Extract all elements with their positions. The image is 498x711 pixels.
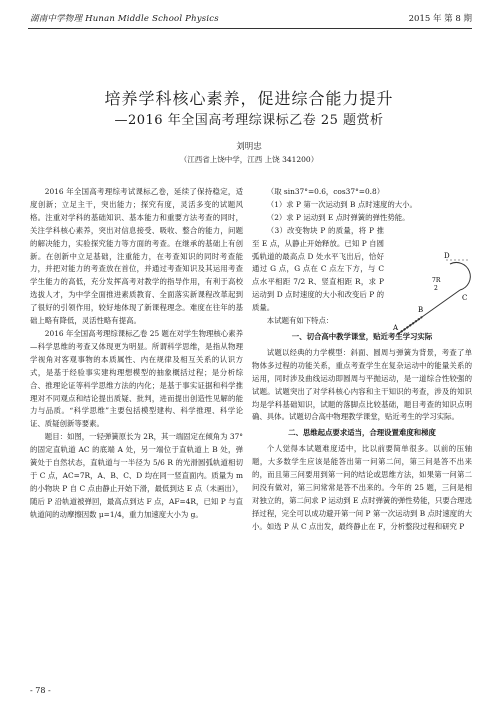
label-B: B [418, 306, 424, 314]
section-heading-1: 一、切合高中教学课堂，贴近考生学习实际 [291, 331, 433, 341]
label-D: D [444, 252, 450, 260]
right-column [252, 186, 472, 534]
label-A: A [393, 324, 399, 332]
section-2-text: 个人觉得本试题难度适中，比以前要简单很多。以前的压轴题，大多数学生应该是能答出第一问第二问，第三问是答不出来的，而且第三问要用到第一问的结论或思维方法，如果第一问第二问没有做对，第三问常常是答不出来的。今年的 25 题，三问是相对独立的，第二问求 P 运动到 E 点时弹簧的弹性势能，只要合理选择过程，完全可以成功避开第一问 P 第一次运动到 B 点时速度的大小。如选 P 从 C 点出发，最终静止在 F，分析整段过程和研究 P [252, 444, 472, 531]
label-2: 2 [434, 285, 438, 292]
paragraph: 本试题有如下特点： [266, 316, 334, 326]
section-heading-2: 二、思维起点要求适当，合理设置难度和梯度 [288, 428, 436, 438]
page-header [0, 0, 498, 32]
article-title: 培养学科核心素养，促进综合能力提升 [104, 89, 394, 108]
problem-statement: 题目：如图，一轻弹簧原长为 2R，其一端固定在倾角为 37° 的固定直轨道 AC 的底端 A 处，另一端位于直轨道上 B 处，弹簧处于自然状态，直轨道与一半径为 5/6 R 的光滑圆弧轨道相切于 C 点，AC=7R，A、B、C、D 均在同一竖直面内。质量为 m 的小物块 P 自 C 点由静止开始下滑，最低到达 E 点（未画出），随后 P 沿轨道被弹回，最高点到达 F 点，AF=4R，已知 P 与直轨道间的动摩擦因数 μ=1/4，重力加速度大小为 g。 [30, 432, 243, 519]
issue-label: 2015 年 第 8 期 [408, 14, 472, 24]
section-1-text: 试题以经典的力学模型：斜面、圆周与弹簧为背景，考查了单物体多过程的功能关系，重点考查学生在复杂运动中的能量关系的运用，同时涉及曲线运动即圆周与平抛运动，是一道综合性较强的试题。试题突出了对学科核心内容和主干知识的考查，涉及的知识均是学科基础知识，试题的落脚点比较基础，题目考查的知识点明确、具体。试题切合高中物理教学课堂，贴近考生的学习实际。 [252, 347, 472, 422]
spring [398, 317, 422, 334]
paragraph: 2016 年全国高考理综课标乙卷 25 题在对学生物理核心素养—科学思维的考查又体现更为明显。所谓科学思维，是指从物理学视角对客观事物的本质属性、内在规律及相互关系的认识方式，是基于经验事实建构理想模型的抽象概括过程；是分析综合、推理论证等科学思维方法的内化；是基于事实证据和科学推理对不同观点和结论提出质疑、批判，进而提出创造性见解的能力与品质。“科学思维”主要包括模型建构、科学推理、科学论证、质疑创新等要素。 [30, 328, 243, 429]
paragraph: （取 sin37°=0.6，cos37°=0.8） [266, 187, 385, 196]
arc-track [450, 262, 470, 290]
journal-name: 湖南中学物理 Hunan Middle School Physics [30, 14, 219, 24]
author-name: 刘明忠 [236, 142, 262, 152]
label-7R: 7R [432, 277, 441, 284]
question-2: （2）求 P 运动到 E 点时弹簧的弹性势能。 [266, 212, 410, 222]
page-number: - 78 - [30, 686, 51, 695]
article-subtitle: —2016 年全国高考理综课标乙卷 25 题赏析 [114, 113, 384, 128]
question-3: （3）改变物块 P 的质量，将 P 推至 E 点，从静止开始释放。已知 P 自圆弧轨道的最高点 D 处水平飞出后，恰好通过 G 点，G 点在 C 点左下方，与 C 点水平相距 7/2 R、竖直相距 R，求 P 运动到 D 点时速度的大小和改变后 P 的质量。 [252, 225, 384, 313]
question-1: （1）求 P 第一次运动到 B 点时速度的大小。 [266, 199, 417, 209]
header-rule [28, 28, 472, 29]
left-column [30, 186, 243, 522]
label-C: C [462, 294, 468, 302]
paragraph: 2016 年全国高考理综考试课标乙卷，延续了保持稳定，适度创新；立足主干，突出能力；探究有度，灵活多变的试题风格。注重对学科的基础知识、基本能力和重要方法考查的同时，关注学科核心素养，突出对信息接受、吸收、整合的能力，问题的解决能力，实验探究能力等方面的考查。在继承的基础上有创新。在创新中立足基础，注重能力，在考查知识的同时考查能力，并把对能力的考查放在首位，并通过考查知识及其运用考查学生能力的高低，充分发挥高考对教学的指导作用，有利于高校选拔人才，为中学全面推进素质教育、全面落实新课程改革起到了很好的引领作用，较好地体现了新课程理念。难度在往年的基础上略有降低，灵活性略有提高。 [30, 187, 243, 326]
author-affiliation: （江西省上饶中学，江西 上饶 341200） [179, 155, 319, 164]
track-diagram [392, 250, 474, 338]
